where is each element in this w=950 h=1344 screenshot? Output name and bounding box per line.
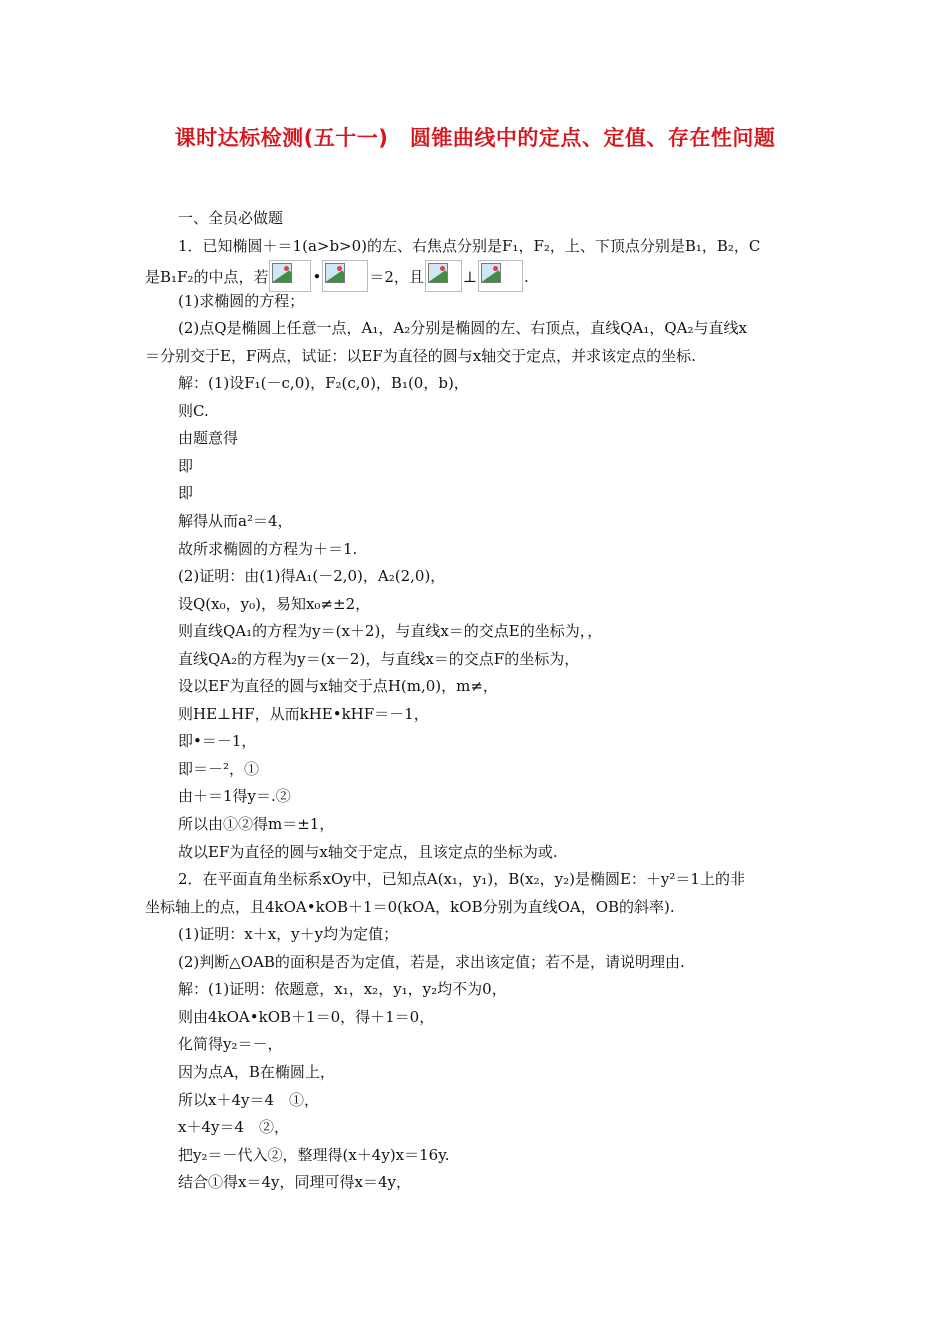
text-line: ＝分别交于E，F两点，试证：以EF为直径的圆与x轴交于定点，并求该定点的坐标. <box>145 346 696 365</box>
text-line: 由题意得 <box>178 429 239 448</box>
text-line: 即 <box>178 456 194 475</box>
text-line: 2．在平面直角坐标系xOy中，已知点A(x₁，y₁)，B(x₂，y₂)是椭圆E：＋y²＝1上的非 <box>178 870 745 889</box>
text-line: 则HE⊥HF，从而kHE•kHF＝－1， <box>178 704 429 723</box>
text-line: 直线QA₂的方程为y＝(x－2)，与直线x＝的交点F的坐标为， <box>178 649 580 668</box>
text-fragment: . <box>523 268 529 287</box>
text-line: 化简得y₂＝－， <box>178 1035 283 1054</box>
text-line: 设Q(x₀，y₀)，易知x₀≠±2， <box>178 594 371 613</box>
text-line: 所以x＋4y＝4 ①， <box>178 1090 320 1109</box>
document-title: 课时达标检测(五十一) 圆锥曲线中的定点、定值、存在性问题 <box>174 126 776 150</box>
text-line: 即 <box>178 484 194 503</box>
text-line: 则C. <box>178 401 209 420</box>
text-line: 解：(1)证明：依题意，x₁，x₂，y₁，y₂均不为0， <box>178 980 507 999</box>
text-line: 即•＝－1， <box>178 732 257 751</box>
text-line: 1．已知椭圆＋＝1(a>b>0)的左、右焦点分别是F₁，F₂，上、下顶点分别是B₁，B₂，C <box>178 236 761 255</box>
text-fragment: ⊥ <box>462 268 477 287</box>
text-fragment: ＝2，且 <box>369 268 424 287</box>
broken-image-icon <box>481 263 501 283</box>
broken-image-icon <box>428 263 448 283</box>
text-line: (1)证明：x＋x，y＋y均为定值； <box>178 925 399 944</box>
text-fragment: • <box>312 268 322 287</box>
vector-image-placeholder <box>269 260 311 292</box>
vector-image-placeholder <box>322 260 368 292</box>
text-line: (2)证明：由(1)得A₁(－2,0)，A₂(2,0)， <box>178 567 446 586</box>
text-line: 设以EF为直径的圆与x轴交于点H(m,0)，m≠， <box>178 677 498 696</box>
text-line: (1)求椭圆的方程； <box>178 291 305 310</box>
text-line: 即＝－²，① <box>178 759 260 778</box>
text-line: 则直线QA₁的方程为y＝(x＋2)，与直线x＝的交点E的坐标为，， <box>178 622 603 641</box>
text-line <box>145 260 815 288</box>
text-line: (2)点Q是椭圆上任意一点，A₁，A₂分别是椭圆的左、右顶点，直线QA₁，QA₂与直线x <box>178 319 747 338</box>
text-line: 由＋＝1得y＝.② <box>178 787 291 806</box>
vector-image-placeholder <box>478 260 523 292</box>
text-line: 解得从而a²＝4， <box>178 512 293 531</box>
text-line: 一、全员必做题 <box>178 209 284 227</box>
vector-image-placeholder <box>425 260 462 292</box>
text-line: 则由4kOA•kOB＋1＝0，得＋1＝0， <box>178 1007 435 1026</box>
text-line: 所以由①②得m＝±1， <box>178 815 335 834</box>
text-line: 解：(1)设F₁(－c,0)，F₂(c,0)，B₁(0，b)， <box>178 374 469 393</box>
text-line: 坐标轴上的点，且4kOA•kOB＋1＝0(kOA，kOB分别为直线OA，OB的斜率). <box>145 897 675 916</box>
text-fragment: 是B₁F₂的中点，若 <box>145 268 269 287</box>
text-line: 故以EF为直径的圆与x轴交于定点，且该定点的坐标为或. <box>178 842 558 861</box>
text-line: 因为点A，B在椭圆上， <box>178 1062 335 1081</box>
text-line: 把y₂＝－代入②，整理得(x＋4y)x＝16y. <box>178 1145 450 1164</box>
text-line: (2)判断△OAB的面积是否为定值，若是，求出该定值；若不是，请说明理由. <box>178 952 685 971</box>
text-line: 结合①得x＝4y，同理可得x＝4y， <box>178 1173 411 1192</box>
text-line: 故所求椭圆的方程为＋＝1. <box>178 539 358 558</box>
broken-image-icon <box>325 263 345 283</box>
broken-image-icon <box>272 263 292 283</box>
document-body <box>145 205 815 1197</box>
text-line: x＋4y＝4 ②， <box>178 1118 290 1137</box>
